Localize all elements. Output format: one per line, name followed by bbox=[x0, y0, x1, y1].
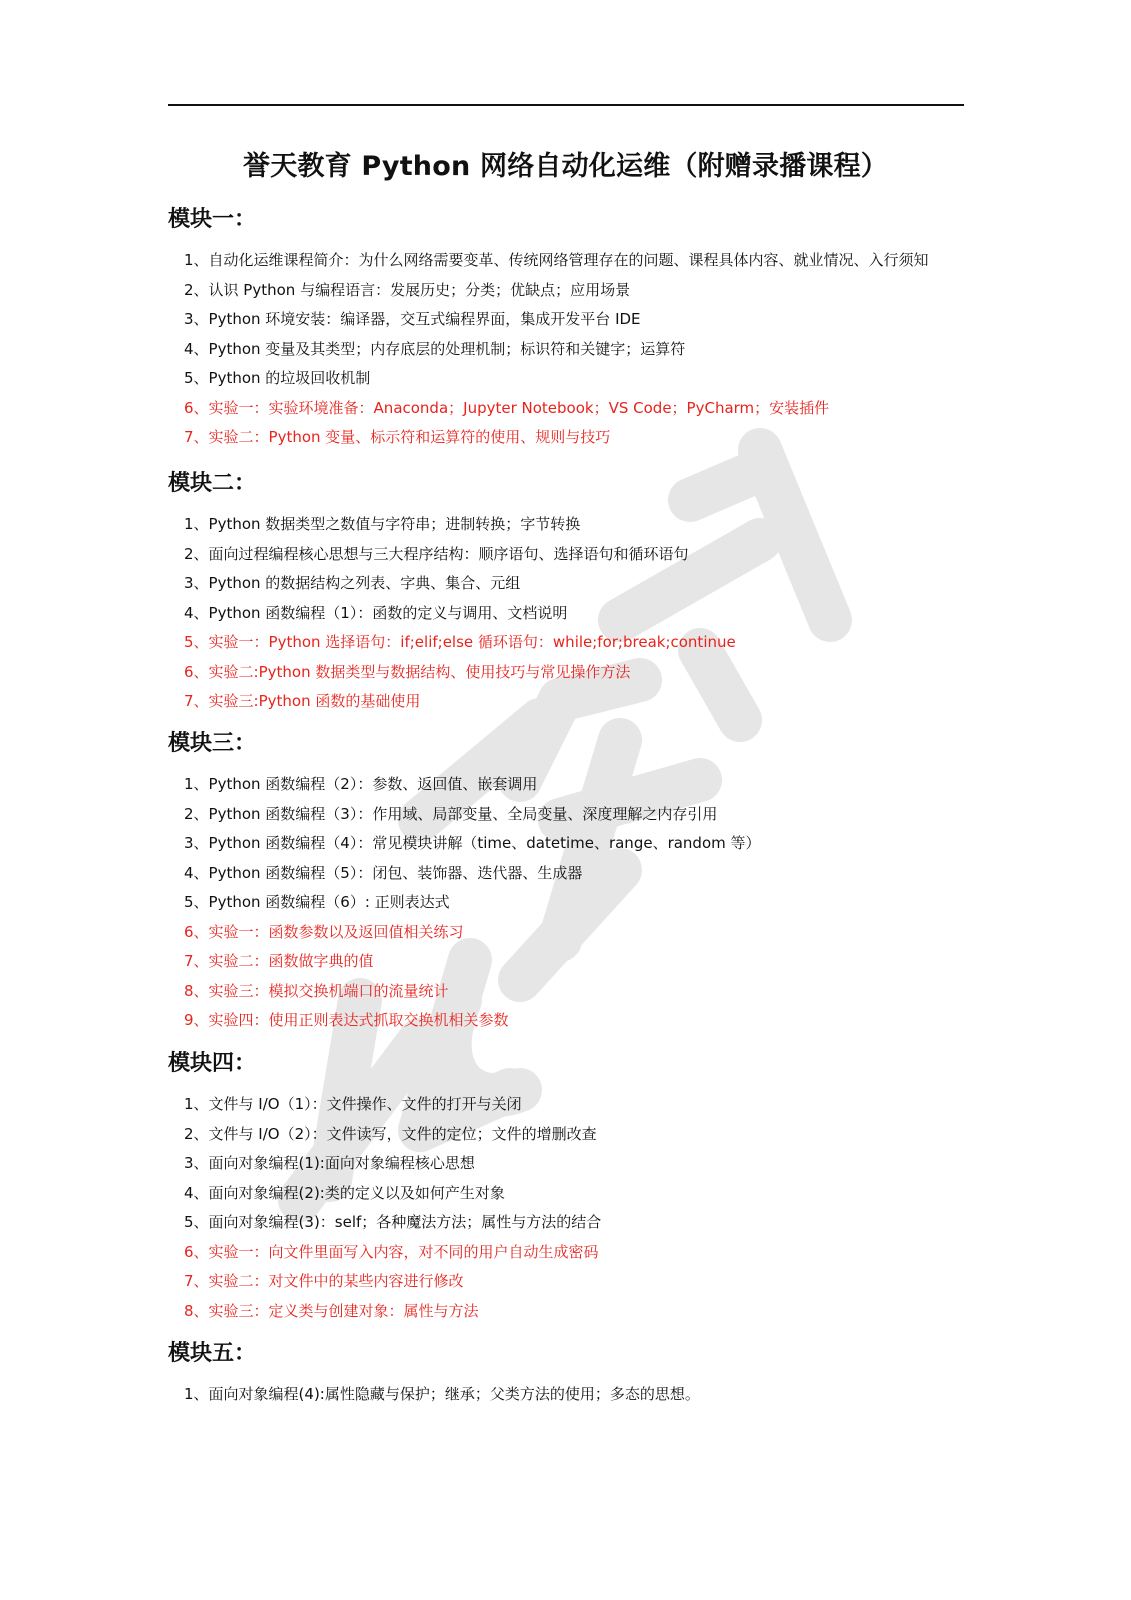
module-title: 模块三： bbox=[168, 731, 257, 756]
lab-item: 6、实验二:Python 数据类型与数据结构、使用技巧与常见操作方法 bbox=[184, 662, 631, 681]
lesson-item: 5、Python 函数编程（6）: 正则表达式 bbox=[184, 893, 450, 911]
module-item-list bbox=[168, 1380, 968, 1410]
lab-item: 6、实验一：实验环境准备：Anaconda；Jupyter Notebook；VS Code；PyCharm；安装插件 bbox=[184, 398, 830, 417]
lab-item: 7、实验二：函数做字典的值 bbox=[184, 952, 374, 970]
lesson-item: 2、文件与 I/O（2）：文件读写，文件的定位；文件的增删改查 bbox=[184, 1124, 597, 1143]
module-item-list bbox=[168, 510, 968, 717]
lesson-item: 2、面向过程编程核心思想与三大程序结构：顺序语句、选择语句和循环语句 bbox=[184, 544, 689, 563]
lesson-item: 1、Python 数据类型之数值与字符串；进制转换；字节转换 bbox=[184, 515, 581, 533]
lesson-item: 3、面向对象编程(1):面向对象编程核心思想 bbox=[184, 1154, 475, 1172]
module-title: 模块一： bbox=[168, 207, 257, 232]
lesson-item: 5、面向对象编程(3)：self；各种魔法方法；属性与方法的结合 bbox=[184, 1213, 602, 1231]
lesson-item: 4、面向对象编程(2):类的定义以及如何产生对象 bbox=[184, 1183, 505, 1202]
module-title: 模块四： bbox=[168, 1051, 257, 1076]
lab-item: 8、实验三：模拟交换机端口的流量统计 bbox=[184, 981, 449, 1000]
lesson-item: 4、Python 函数编程（1）：函数的定义与调用、文档说明 bbox=[184, 603, 568, 622]
lab-item: 8、实验三：定义类与创建对象：属性与方法 bbox=[184, 1301, 479, 1320]
lesson-item: 4、Python 函数编程（5）：闭包、装饰器、迭代器、生成器 bbox=[184, 863, 583, 882]
lesson-item: 1、文件与 I/O（1）：文件操作、文件的打开与关闭 bbox=[184, 1095, 522, 1113]
module-section bbox=[168, 206, 968, 453]
lesson-item: 4、Python 变量及其类型；内存底层的处理机制；标识符和关键字；运算符 bbox=[184, 339, 686, 358]
lesson-item: 5、Python 的垃圾回收机制 bbox=[184, 369, 371, 387]
module-item-list bbox=[168, 1090, 968, 1326]
module-item-list bbox=[168, 246, 968, 453]
module-item-list bbox=[168, 770, 968, 1036]
module-title: 模块二： bbox=[168, 471, 257, 496]
lab-item: 6、实验一：函数参数以及返回值相关练习 bbox=[184, 922, 464, 941]
lesson-item: 1、自动化运维课程简介：为什么网络需要变革、传统网络管理存在的问题、课程具体内容、就业情况、入行须知 bbox=[184, 251, 929, 269]
lesson-item: 1、面向对象编程(4):属性隐藏与保护；继承；父类方法的使用；多态的思想。 bbox=[184, 1385, 700, 1403]
lesson-item: 3、Python 环境安装：编译器，交互式编程界面，集成开发平台 IDE bbox=[184, 310, 641, 328]
lab-item: 7、实验二：对文件中的某些内容进行修改 bbox=[184, 1272, 464, 1290]
module-section bbox=[168, 470, 968, 717]
lesson-item: 3、Python 的数据结构之列表、字典、集合、元组 bbox=[184, 574, 521, 592]
module-section bbox=[168, 1340, 968, 1410]
lesson-item: 3、Python 函数编程（4）：常见模块讲解（time、datetime、range、random 等） bbox=[184, 834, 761, 852]
lab-item: 9、实验四：使用正则表达式抓取交换机相关参数 bbox=[184, 1011, 509, 1029]
lesson-item: 2、Python 函数编程（3）：作用域、局部变量、全局变量、深度理解之内存引用 bbox=[184, 804, 718, 823]
document-title: 誉天教育 Python 网络自动化运维（附赠录播课程） bbox=[243, 151, 888, 182]
lab-item: 7、实验二：Python 变量、标示符和运算符的使用、规则与技巧 bbox=[184, 428, 611, 446]
lab-item: 7、实验三:Python 函数的基础使用 bbox=[184, 692, 421, 710]
lab-item: 5、实验一：Python 选择语句：if;elif;else 循环语句：while;for;break;continue bbox=[184, 633, 736, 651]
lesson-item: 1、Python 函数编程（2）：参数、返回值、嵌套调用 bbox=[184, 775, 538, 793]
module-section bbox=[168, 730, 968, 1036]
lesson-item: 2、认识 Python 与编程语言：发展历史；分类；优缺点；应用场景 bbox=[184, 280, 631, 299]
lab-item: 6、实验一：向文件里面写入内容，对不同的用户自动生成密码 bbox=[184, 1242, 599, 1261]
module-section bbox=[168, 1050, 968, 1326]
module-title: 模块五： bbox=[168, 1341, 257, 1366]
